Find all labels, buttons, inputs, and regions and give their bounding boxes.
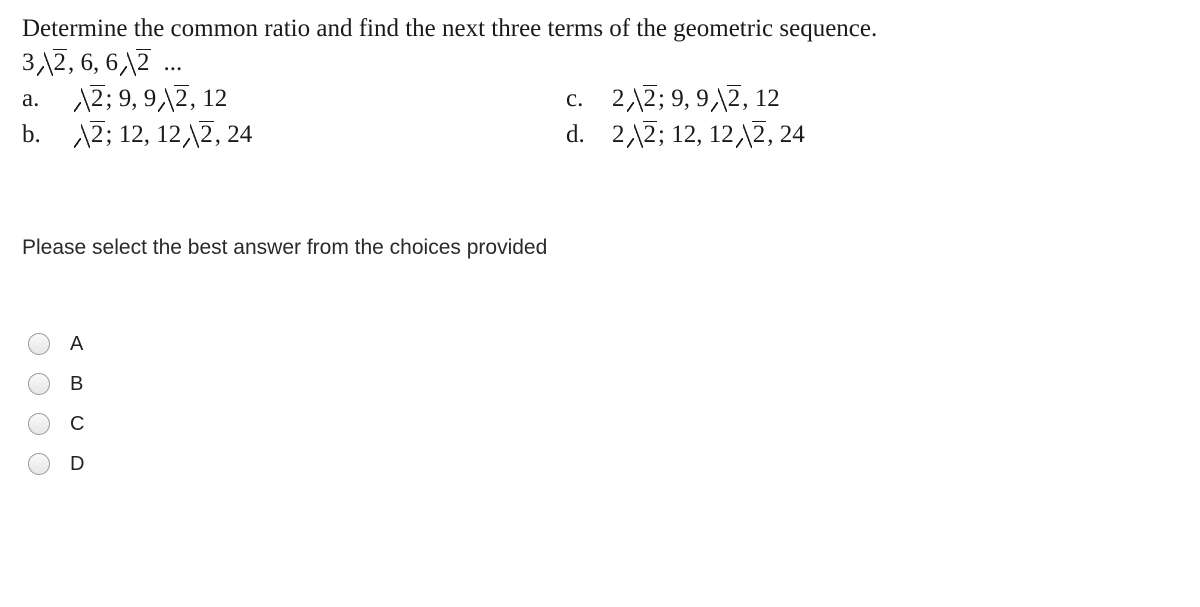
sqrt-symbol [73, 120, 105, 150]
sqrt-symbol [735, 120, 767, 150]
radicand: 2 [91, 121, 104, 148]
sequence-expression [22, 48, 182, 78]
term-1-coefficient: 3 [22, 49, 35, 76]
sqrt-symbol [626, 120, 658, 150]
choice-expression [72, 120, 252, 150]
sqrt-symbol [119, 48, 151, 78]
choice-a [22, 84, 228, 114]
option-c[interactable] [28, 404, 84, 444]
radicand: 2 [137, 49, 150, 76]
terms-part-1: ; 12, 12 [105, 121, 182, 148]
terms-part-1: ; 12, 12 [658, 121, 734, 148]
radio-button[interactable] [28, 413, 50, 435]
radio-button[interactable] [28, 453, 50, 475]
term-3-coefficient: 6 [105, 49, 118, 76]
sqrt-symbol [182, 120, 214, 150]
radicand: 2 [91, 85, 104, 112]
term-2: 6, [80, 49, 100, 76]
instruction-text: Please select the best answer from the choices provided [22, 236, 548, 259]
option-a[interactable] [28, 324, 84, 364]
terms-part-1: ; 9, 9 [658, 85, 709, 112]
sqrt-symbol [36, 48, 68, 78]
question-text: Determine the common ratio and find the next three terms of the geometric sequence. [22, 15, 878, 42]
choice-expression [72, 84, 227, 114]
choice-letter: d. [566, 121, 585, 148]
answer-options [28, 324, 84, 484]
choice-d [566, 120, 805, 150]
choice-expression [612, 84, 780, 114]
sqrt-symbol [157, 84, 189, 114]
ratio-coefficient: 2 [612, 121, 625, 148]
radicand: 2 [200, 121, 213, 148]
radicand: 2 [53, 49, 66, 76]
sqrt-symbol [73, 84, 105, 114]
choice-c [566, 84, 780, 114]
choice-letter: b. [22, 121, 41, 148]
terms-part-2: , 12 [742, 85, 780, 112]
terms-part-2: , 24 [767, 121, 805, 148]
option-label[interactable]: B [70, 372, 84, 395]
radicand: 2 [643, 85, 656, 112]
terms-part-2: , 24 [214, 121, 253, 148]
option-d[interactable] [28, 444, 84, 484]
sqrt-symbol [710, 84, 742, 114]
terms-part-2: , 12 [189, 85, 228, 112]
choice-letter: c. [566, 85, 584, 112]
terms-part-1: ; 9, 9 [105, 85, 157, 112]
ellipsis: ... [163, 49, 183, 76]
radicand: 2 [175, 85, 188, 112]
sqrt-symbol [626, 84, 658, 114]
separator: , [68, 49, 75, 76]
ratio-coefficient: 2 [612, 85, 625, 112]
radio-button[interactable] [28, 373, 50, 395]
radicand: 2 [727, 85, 741, 112]
radicand: 2 [752, 121, 766, 148]
choice-expression [612, 120, 805, 150]
radio-button[interactable] [28, 333, 50, 355]
choice-b [22, 120, 253, 150]
option-b[interactable] [28, 364, 84, 404]
option-label[interactable]: D [70, 452, 85, 475]
option-label[interactable]: C [70, 412, 85, 435]
radicand: 2 [643, 121, 656, 148]
option-label[interactable]: A [70, 332, 84, 355]
choice-letter: a. [22, 85, 40, 112]
